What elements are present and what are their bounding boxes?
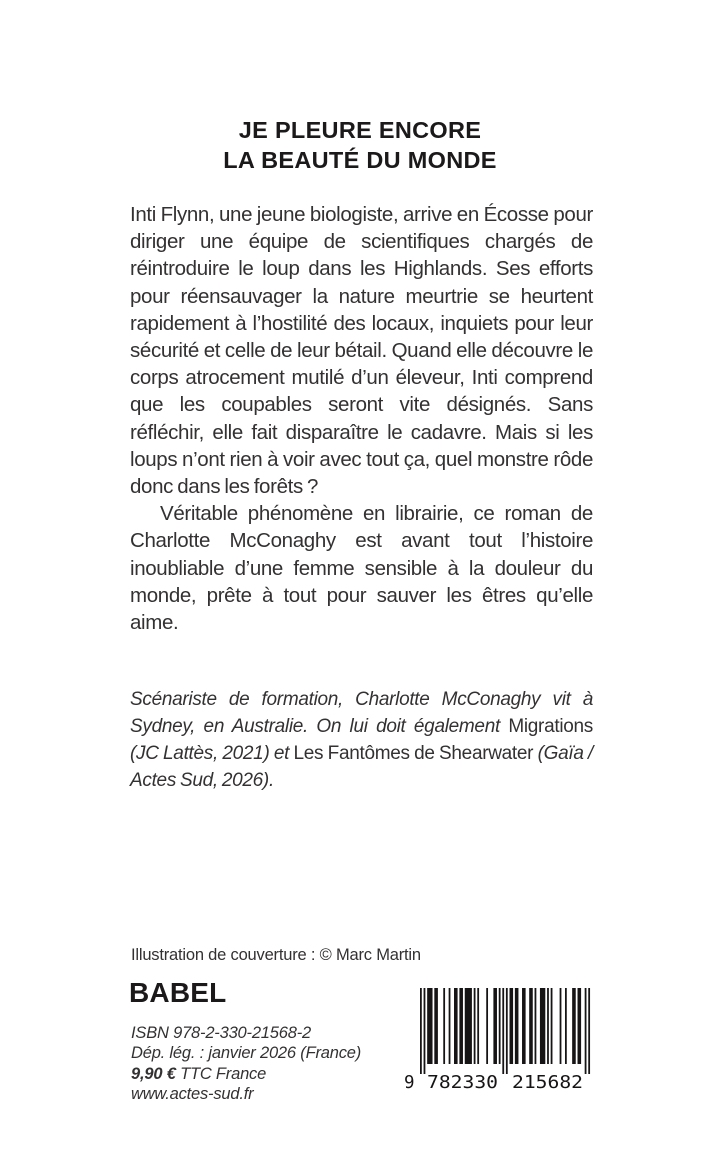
barcode-digit-first: 9 — [404, 1073, 415, 1090]
colophon — [131, 1023, 361, 1105]
book-title — [0, 116, 720, 175]
cover-illustration-credit: Illustration de couverture : © Marc Martin — [131, 946, 421, 964]
bio-text: (JC Lattès, 2021) et — [130, 743, 294, 764]
book-title-line-1: JE PLEURE ENCORE — [238, 117, 482, 143]
ean-barcode — [403, 988, 593, 1090]
bio-book-title-migrations: Migrations — [508, 716, 593, 737]
barcode-bars — [420, 988, 590, 1074]
bio-text: Scénariste de formation, Charlotte McConaghy vit à Sydney, en Australie. On lui doit également — [130, 689, 593, 737]
barcode-digits-right: 215682 — [512, 1073, 583, 1090]
publisher-imprint-logo: BABEL — [129, 977, 227, 1008]
synopsis — [130, 201, 593, 636]
synopsis-paragraph-2: Véritable phénomène en librairie, ce roman de Charlotte McConaghy est avant tout l’histoire inoubliable d’une femme sensible à la douleur du monde, prête à tout pour sauver les êtres qu’elle aime. — [130, 502, 593, 635]
price-line — [131, 1064, 361, 1084]
book-title-line-2: LA BEAUTÉ DU MONDE — [223, 146, 497, 173]
barcode-digits-left: 782330 — [427, 1073, 498, 1090]
isbn-line: ISBN 978-2-330-21568-2 — [131, 1024, 311, 1042]
price-suffix: TTC France — [175, 1064, 267, 1083]
legal-deposit-line: Dép. lég. : janvier 2026 (France) — [131, 1044, 362, 1063]
barcode-svg — [403, 988, 593, 1090]
author-bio — [130, 686, 593, 794]
synopsis-paragraph-1: Inti Flynn, une jeune biologiste, arrive en Écosse pour diriger une équipe de scientifiques chargés de réintroduire le loup dans les Highlands. Ses efforts pour réensauvager la nature meurtrie se heurtent rapidement à l’hostilité des locaux, inquiets pour leur sécurité et celle de leur bétail. Quand elle découvre le corps atrocement mutilé d’un éleveur, Inti comprend que les coupables seront vite désignés. Sans réfléchir, elle fait disparaître le cadavre. Mais si les loups n’ont rien à voir avec tout ça, quel monstre rôde donc dans les forêts ? — [130, 203, 593, 499]
publisher-website: www.actes-sud.fr — [131, 1085, 254, 1104]
bio-text: (Gaïa / Actes Sud, 2026). — [130, 743, 594, 791]
bio-book-title-shearwater: Les Fantômes de Shearwater — [293, 743, 534, 764]
price-amount: 9,90 € — [131, 1064, 176, 1083]
